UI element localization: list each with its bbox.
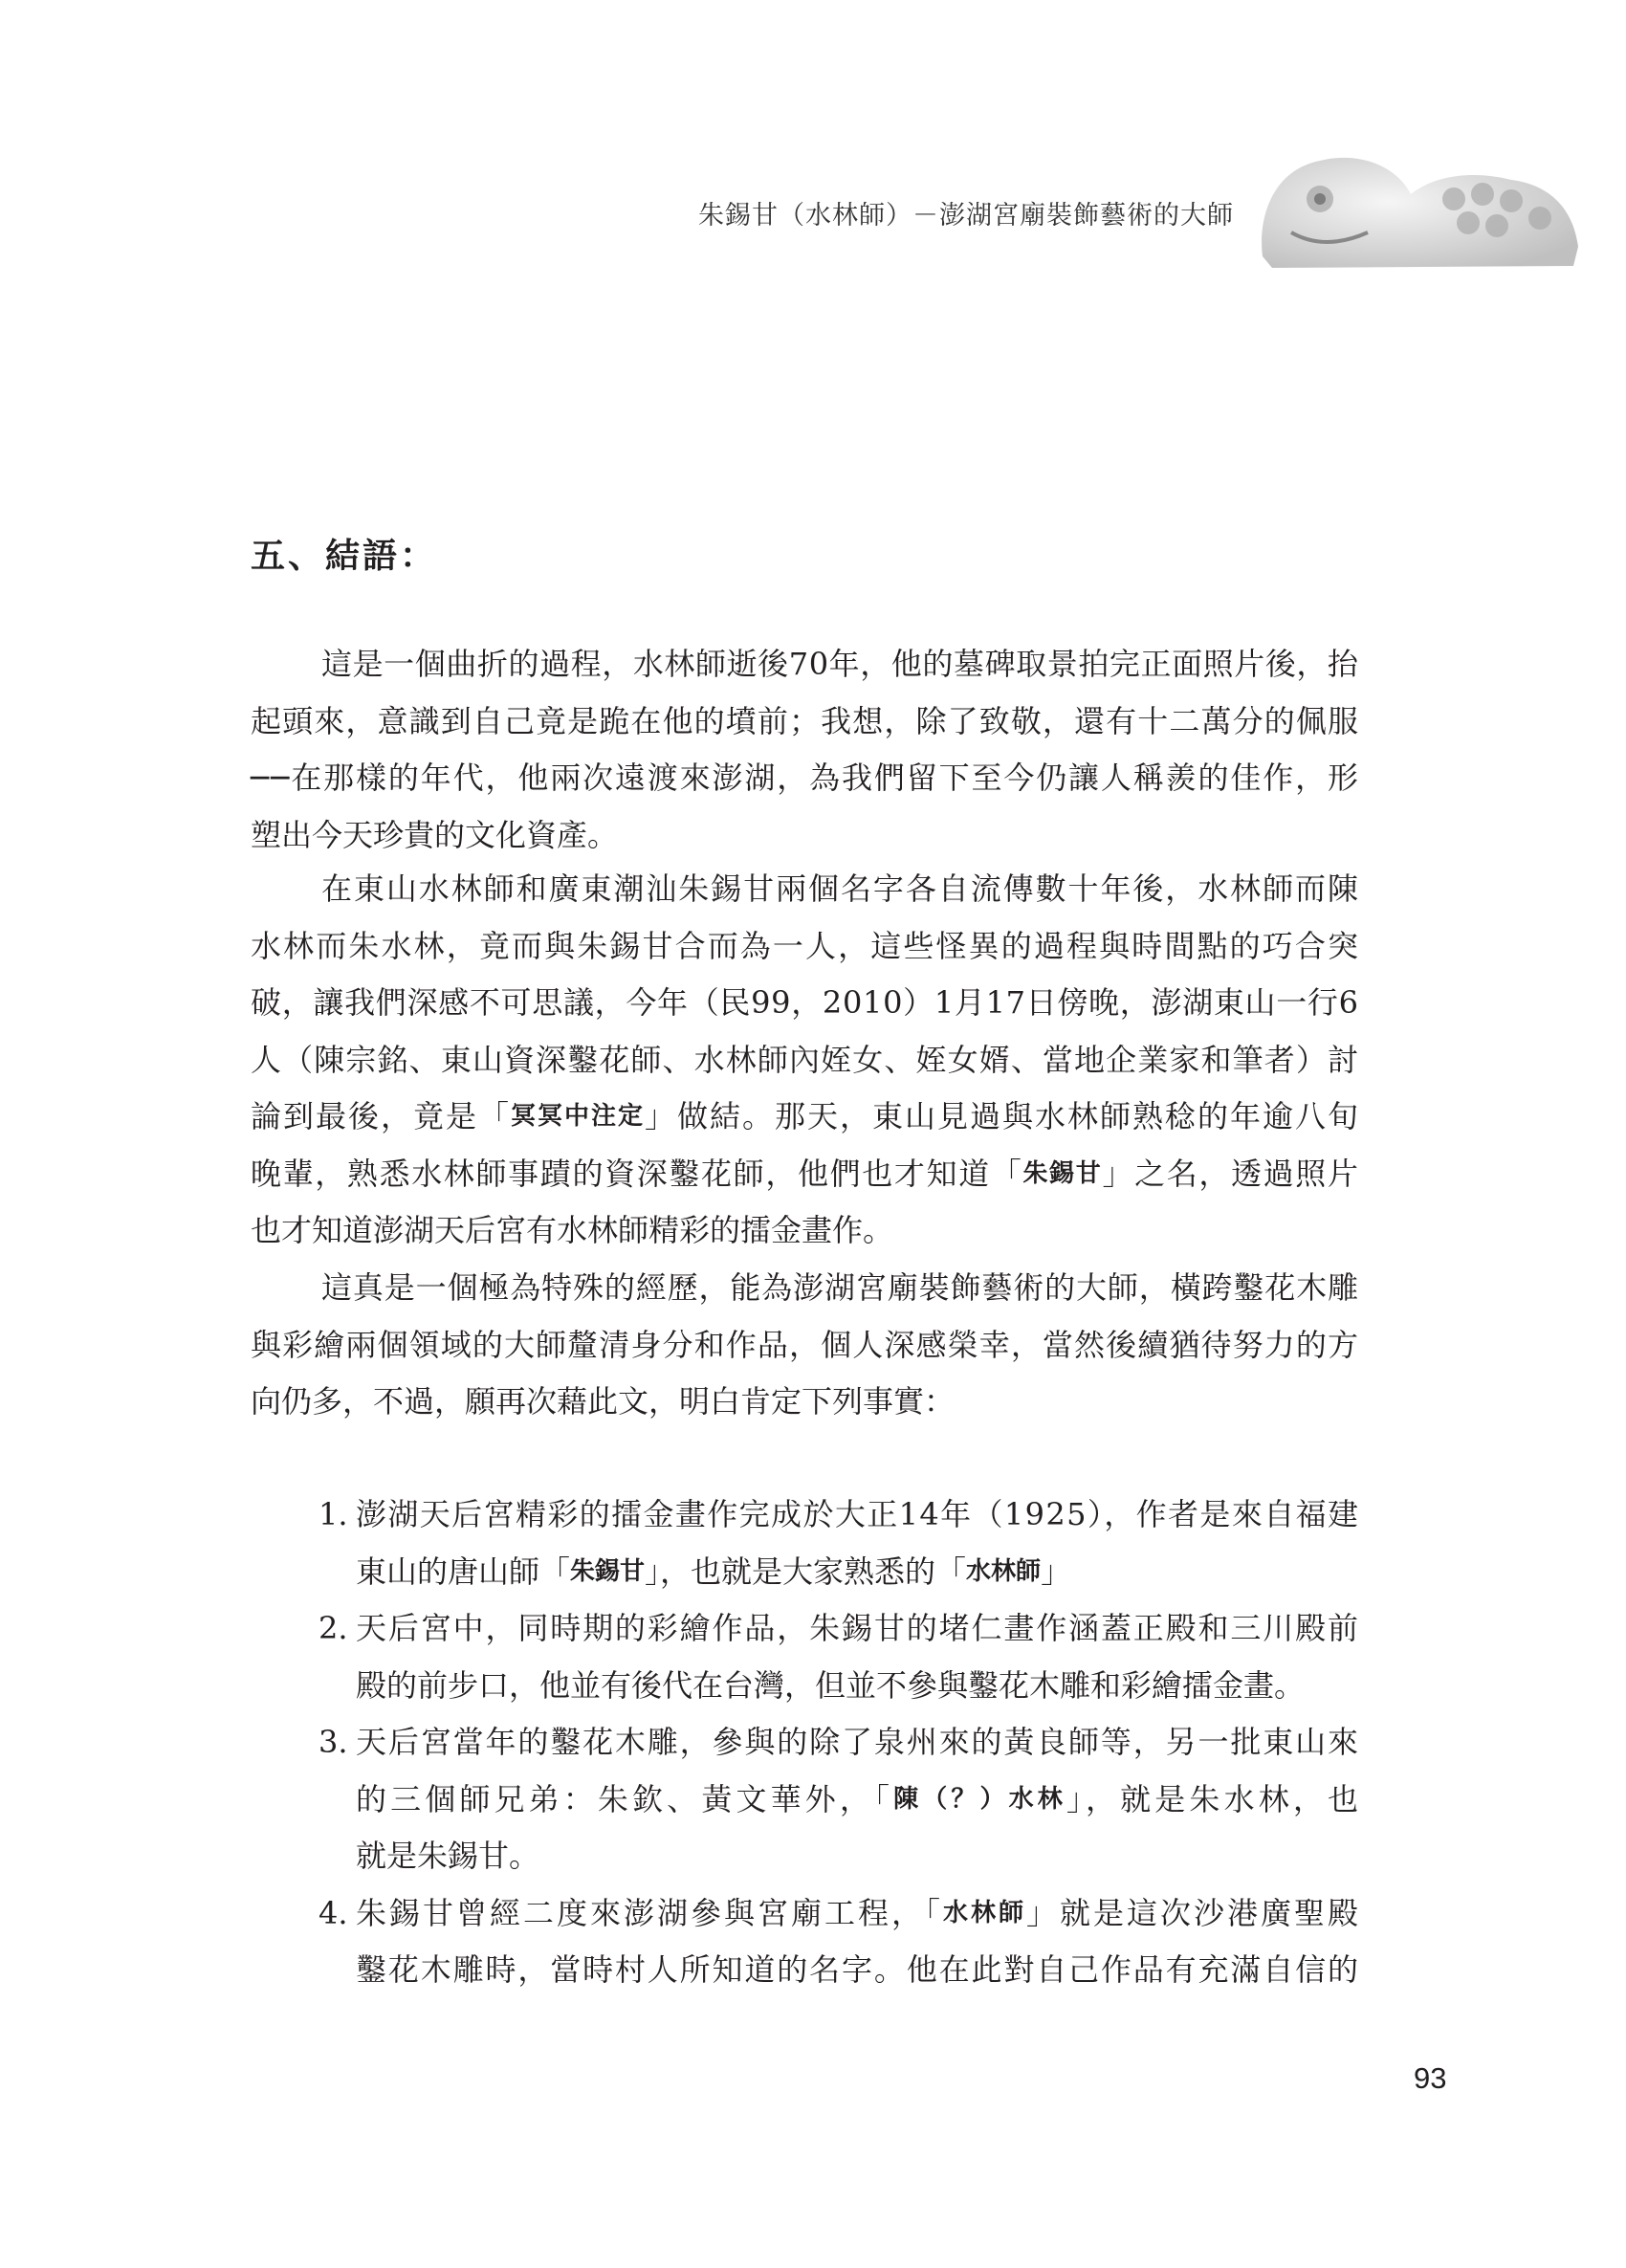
list-number: 2. [319,1610,348,1646]
text-line [251,1317,1358,1375]
text-line [251,750,1358,807]
list-number: 1. [319,1496,348,1532]
text-line [356,1772,1363,1829]
text-segment: 」，就是朱水林，也 [1066,1780,1363,1817]
text-line [251,1146,1358,1203]
text-line [356,1658,1358,1715]
text-segment: 鑿花木雕時，當時村人所知道的名字。他在此對自己作品有充滿自信的 [356,1951,1360,1988]
text-line [251,694,1358,751]
text-segment: 起頭來，意識到自己竟是跪在他的墳前；我想，除了致敬，還有十二萬分的佩服 [251,702,1360,739]
text-line [356,1828,1358,1885]
text-segment: 天后宮中，同時期的彩繪作品，朱錫甘的堵仁畫作涵蓋正殿和三川殿前 [356,1610,1360,1646]
text-segment: 澎湖天后宮精彩的擂金畫作完成於大正14年（1925），作者是來自福建 [356,1496,1360,1532]
text-segment: 破，讓我們深感不可思議，今年（民99，2010）1月17日傍晚，澎湖東山一行6 [251,984,1359,1021]
text-segment: 論到最後，竟是「 [251,1098,511,1134]
text-line [251,1032,1358,1090]
text-segment: 」就是這次沙港廣聖殿 [1025,1894,1361,1931]
text-line [356,1885,1361,1943]
text-segment: 就是朱錫甘。 [356,1838,540,1874]
text-line [251,1089,1358,1146]
list-item [319,1885,1361,1999]
text-segment: 天后宮當年的鑿花木雕，參與的除了泉州來的黃良師等，另一批東山來 [356,1724,1360,1760]
paragraph [251,636,1358,864]
text-segment: 的三個師兄弟：朱欽、黃文華外，「 [356,1780,894,1817]
text-line [251,975,1358,1032]
text-line [251,1202,1358,1260]
text-segment: 」，也就是大家熟悉的「 [645,1552,967,1590]
text-segment: ──在那樣的年代，他兩次遠渡來澎湖，為我們留下至今仍讓人稱羨的佳作，形 [251,760,1360,796]
text-segment: 水林而朱水林，竟而與朱錫甘合而為一人，這些怪異的過程與時間點的巧合突 [251,927,1361,964]
text-segment: 塑出今天珍貴的文化資產。 [251,816,619,853]
text-segment: 殿的前步口，他並有後代在台灣，但並不參與鑿花木雕和彩繪擂金畫。 [356,1666,1306,1704]
emphasized-quote: 朱錫甘 [1022,1158,1103,1188]
running-header-title: 朱錫甘（水林師）－澎湖宮廟裝飾藝術的大師 [698,201,1234,231]
emphasized-quote: 冥冥中注定 [511,1102,645,1131]
text-line [356,1942,1358,1999]
text-segment: 也才知道澎湖天后宮有水林師精彩的擂金畫作。 [251,1212,894,1248]
text-line [251,861,1358,918]
text-segment: 朱錫甘曾經二度來澎湖參與宮廟工程，「 [356,1894,943,1931]
text-line [356,1544,1358,1601]
text-segment: 」 [1041,1552,1072,1590]
paragraph [251,861,1361,1260]
text-line [356,1486,1358,1544]
text-line [356,1714,1358,1772]
text-segment: 」做結。那天，東山見過與水林師熟稔的年逾八旬 [645,1098,1360,1134]
text-segment: 在東山水林師和廣東潮汕朱錫甘兩個名字各自流傳數十年後，水林師而陳 [321,870,1360,907]
emphasized-quote: 朱錫甘 [570,1556,646,1586]
text-segment: 這真是一個極為特殊的經歷，能為澎湖宮廟裝飾藝術的大師，橫跨鑿花木雕 [321,1269,1359,1306]
text-segment: 與彩繪兩個領域的大師釐清身分和作品，個人深感榮幸，當然後續猶待努力的方 [251,1326,1360,1363]
list-number: 3. [319,1724,348,1760]
text-segment: 東山的唐山師「 [356,1552,571,1590]
text-line [251,636,1358,694]
emphasized-quote: 陳（？）水林 [893,1784,1066,1814]
text-segment: 這是一個曲折的過程，水林師逝後70年，他的墓碑取景拍完正面照片後，抬 [321,646,1359,682]
emphasized-quote: 水林師 [942,1898,1026,1927]
text-segment: 人（陳宗銘、東山資深鑿花師、水林師內姪女、姪女婿、當地企業家和筆者）討 [251,1041,1360,1078]
text-line [251,918,1361,976]
text-line [251,1260,1358,1317]
list-number: 4. [319,1894,348,1931]
text-segment: 」之名，透過照片 [1102,1155,1360,1192]
text-segment: 向仍多，不過，願再次藉此文，明白肯定下列事實： [251,1383,956,1420]
list-item [319,1486,1358,1600]
page-number: 93 [1414,2061,1447,2095]
text-segment: 晚輩，熟悉水林師事蹟的資深鑿花師，他們也才知道「 [251,1155,1023,1192]
facts-list [319,1486,1363,1999]
text-line [356,1600,1358,1658]
list-item [319,1714,1363,1885]
paragraph [251,1260,1358,1431]
text-line [251,1374,1358,1431]
section-heading: 五、結語： [251,537,438,576]
list-item [319,1600,1358,1714]
text-line [251,807,1358,865]
stone-lion-decoration-icon [1253,142,1583,271]
emphasized-quote: 水林師 [966,1556,1042,1586]
